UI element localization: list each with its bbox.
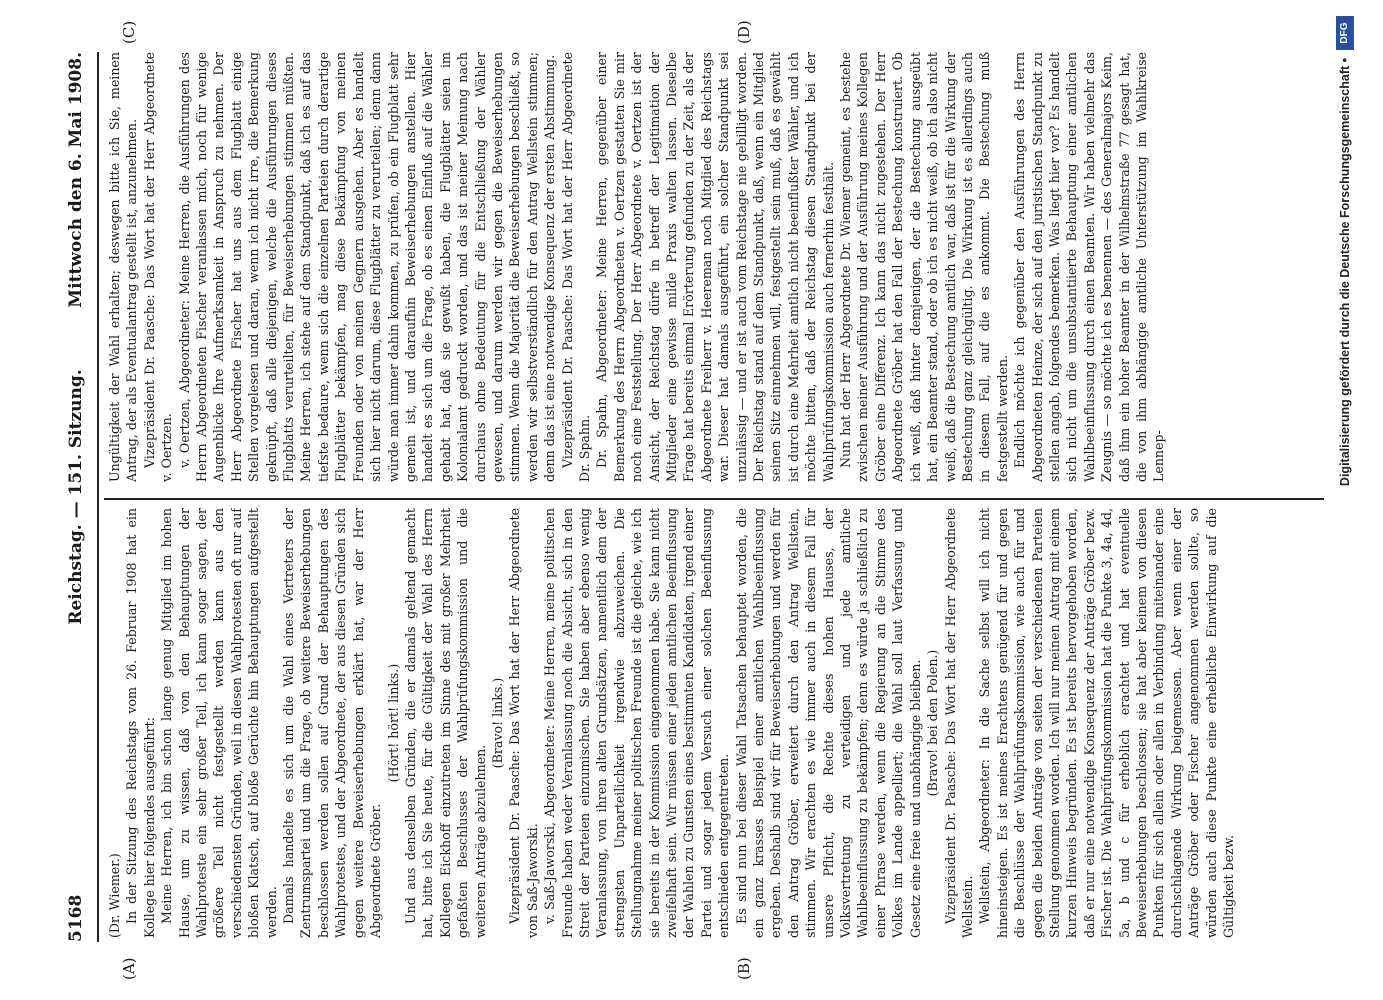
paragraph: (Bravo! bei den Polen.) — [925, 649, 941, 797]
right-column — [106, 52, 1321, 482]
page-number: 5168 — [66, 894, 86, 942]
margin-marker-a: (A) — [120, 957, 138, 980]
paragraph: Vizepräsident Dr. Paasche: Das Wort hat der Herr Abgeordnete Wellstein. — [942, 508, 975, 938]
dfg-logo: DFG — [1336, 16, 1354, 50]
paragraph: (Bravo! links.) — [489, 677, 505, 769]
paragraph: v. Saß-Jaworski, Abgeordneter: Meine Herren, meine politischen Freunde haben weder Veranlassung noch die Absicht, sich in den Streit der Parteien einzumischen. Sie haben aber ebenso wenig Veranlassung, von ihren alten Grundsätzen, namentlich dem der strengsten Unparteilichkeit irgendwie abzuweichen. Die Stellungnahme meiner politischen Freunde ist die gleiche, wie ich sie bereits in der Kommission eingenommen habe. Sie kann nicht zweifelhaft sein. Wir müssen einer jeden amtlichen Beeinflussung der Wahlen zu Gunsten eines bestimmten Kandidaten, irgend einer Partei und sogar jedem Versuch einer solchen Beeinflussung entschieden entgegentreten. — [542, 508, 732, 938]
paragraph: In der Sitzung des Reichstags vom 26. Februar 1908 hat ein Kollege hier folgendes ausgeführt: — [124, 508, 157, 938]
paragraph: Damals handelte es sich um die Wahl eines Vertreters der Zentrumspartei und um die Frage, ob weitere Beweiserhebungen beschlossen werden sollen auf Grund der Behauptungen des Wahlprotestes, und der Abgeordnete, der aus diesen Gründen sich gegen weitere Beweiserhebungen erklärt hat, war der Herr Abgeordnete Gröber. — [281, 508, 384, 938]
paragraph: (Dr. Wiemer.) — [107, 853, 122, 938]
margin-marker-b: (B) — [735, 957, 753, 980]
paragraph: Und aus denselben Gründen, die er damals geltend gemacht hat, bitte ich Sie heute, für die Gültigkeit der Wahl des Herrn Kollegen Eickhoff einzutreten im Sinne des mit großer Mehrheit gefaßten Beschlusses der Wahlprüfungskommission und die weiteren Anträge abzulehnen. — [402, 508, 488, 938]
paragraph: Es sind nun bei dieser Wahl Tatsachen behauptet worden, die ein ganz krasses Beispiel einer amtlichen Wahlbeeinflussung ergeben. Deshalb sind wir für Beweiserhebungen und werden für den Antrag Gröber, erweitert durch den Antrag Wellstein, stimmen. Wir erachten es wie immer auch in diesem Fall für unsere Pflicht, die Rechte dieses hohen Hauses, der Volksvertretung zu verteidigen und jede amtliche Wahlbeeinflussung zu bekämpfen; denn es würde ja schließlich zu einer Phrase werden, wenn die Regierung an die Stimme des Volkes im Lande appelliert; die Wahl soll laut Verfassung und Gesetz eine freie und unabhängige bleiben. — [733, 508, 923, 938]
paragraph: v. Oertzen, Abgeordneter: Meine Herren, die Ausführungen des Herrn Abgeordneten Fischer veranlassen mich, noch für wenige Augenblicke Ihre Aufmerksamkeit in Anspruch zu nehmen. Der Herr Abgeordnete Fischer hat uns aus dem Flugblatt einige Stellen vorgelesen und daran, wenn ich nicht irre, die Bemerkung geknüpft, daß alle diejenigen, welche die Ausführungen dieses Flugblatts verurteilten, für Beweiserhebungen stimmen müßten. Meine Herren, ich stehe auf dem Standpunkt, daß ich es auf das tiefste bedaure, wenn sich die einzelnen Parteien durch derartige Flugblätter bekämpfen, mag diese Bekämpfung von meinen Freunden oder von meinen Gegnern ausgehen. Aber es handelt sich hier nicht darum, diese Flugblätter zu verurteilen; denn dann würde man immer dahin kommen, zu prüfen, ob ein Flugblatt sehr gemein ist, und daraufhin Beweiserhebungen anstellen. Hier handelt es sich um die Frage, ob es einen Einfluß auf die Wähler gehabt hat, daß sie gewußt haben, die Flugblätter seien im Kolonialamt gedruckt worden, und das ist meiner Meinung nach durchaus ohne Bedeutung für die Entschließung der Wähler gewesen, und darum werden wir gegen die Beweiserhebungen stimmen. Wenn die Majorität die Beweiserhebungen beschließt, so werden wir selbstverständlich für den Antrag Wellstein stimmen; denn das ist eine notwendige Konsequenz der ersten Abstimmung. — [176, 52, 558, 482]
paragraph: Meine Herren, ich bin schon lange genug Mitglied im hohen Hause, um zu wissen, daß von den Behauptungen der Wahlproteste ein sehr großer Teil, ich kann sogar sagen, der größere Teil nicht festgestellt werden kann aus den verschiedensten Gründen, weil in diesen Wahlprotesten oft nur auf bloßen Klatsch, auf bloße Gerüchte hin Behauptungen aufgestellt werden. — [159, 508, 279, 938]
margin-marker-c: (C) — [120, 20, 138, 44]
paragraph: Vizepräsident Dr. Paasche: Das Wort hat der Herr Abgeordnete von Saß-Jaworski. — [507, 508, 540, 938]
paragraph: Vizepräsident Dr. Paasche: Das Wort hat der Herr Abgeordnete Dr. Spahn. — [559, 52, 592, 482]
paragraph: Wellstein, Abgeordneter: In die Sache selbst will ich nicht hineinsteigen. Es ist meines Erachtens genügend für und gegen die Beschlüsse der Wahlprüfungskommission, wie auch für und gegen die beiden Anträge von seiten der verschiedenen Parteien Stellung genommen worden. Ich will nur meinen Antrag mit einem kurzen Hinweis begründen. Es ist bereits hervorgehoben worden, daß er nur eine notwendige Konsequenz der Anträge Gröber bezw. Fischer ist. Die Wahlprüfungskommission hat die Punkte 3, 4a, 4d, 5a, b und c für erheblich erachtet und hat eventuelle Beweiserhebungen beschlossen; sie hat aber keinem von diesen Punkten für sich allein oder allen in Verbindung miteinander eine durchschlagende Wirkung beigemessen. Aber wenn einer der Anträge Gröber oder Fischer angenommen werden sollte, so würden auch diese Punkte eine erhebliche Einwirkung auf die Gültigkeit bezw. — [977, 508, 1236, 938]
column-divider — [104, 498, 1324, 500]
page-header — [62, 52, 92, 942]
paragraph: Ungültigkeit der Wahl erhalten; deswegen bitte ich Sie, meinen Antrag, der als Eventualantrag gestellt ist, anzunehmen. — [107, 52, 140, 482]
paragraph: Endlich möchte ich gegenüber den Ausführungen des Herrn Abgeordneten Heinze, der sich auf den juristischen Standpunkt zu stellen angab, folgendes bemerken. Was liegt hier vor? Es handelt sich nicht um die unsubstantiierte Behauptung einer amtlichen Wahlbeeinflussung durch einen Beamten. Wir haben vielmehr das Zeugnis — so möchte ich es benennen — des Generalmajors Keim, daß ihm ein hoher Beamter in der Wilhelmstraße 77 gesagt hat, die von ihm abhängige amtliche Unterstützung im Wahlkreise Lennep- — [1012, 52, 1167, 482]
running-title: Reichstag. — 151. Sitzung. — [66, 369, 86, 625]
header-rule — [97, 52, 99, 942]
digitization-credit: Digitalisierung gefördert durch die Deutsche Forschungsgemeinschaft • — [1338, 58, 1352, 487]
paragraph: (Hört! hört! links.) — [385, 663, 401, 783]
paragraph: Vizepräsident Dr. Paasche: Das Wort hat der Herr Abgeordnete v. Oertzen. — [141, 52, 175, 482]
paragraph: Dr. Spahn, Abgeordneter: Meine Herren, gegenüber einer Bemerkung des Herrn Abgeordneten v. Oertzen gestatten Sie mir noch eine Feststellung. Der Herr Abgeordnete v. Oertzen ist der Ansicht, der Reichstag dürfe in betreff der Legitimation der Mitglieder eine gewisse milde Praxis walten lassen. Dieselbe Frage hat bereits einmal Erörterung gefunden zu der Zeit, als der Abgeordnete Freiherr v. Heereman noch Mitglied des Reichstags war. Dieser hat damals ausgeführt, ein solcher Standpunkt sei unzulässig — und er ist auch vom Reichstage nie gebilligt worden. Der Reichstag stand auf dem Standpunkt, daß, wenn ein Mitglied seinen Sitz einnehmen will, festgestellt sein muß, daß es gewählt ist durch eine Mehrheit amtlich nicht beeinflußter Wähler, und ich möchte bitten, daß der Reichstag diesen Standpunkt bei der Wahlprüfungskommission auch fernerhin festhält. — [594, 52, 836, 482]
session-date: Mittwoch den 6. Mai 1908. — [66, 52, 86, 308]
left-column — [106, 508, 1321, 938]
paragraph: Nun hat der Herr Abgeordnete Dr. Wiemer gemeint, es bestehe zwischen meiner Ausführung und der Ausführung meines Kollegen Gröber eine Differenz. Ich kann das nicht zugestehen. Der Herr Abgeordnete Gröber hat den Fall der Bestechung konstruiert. Ob ich weiß, daß hinter demjenigen, der die Bestechung ausgeübt hat, ein Beamter stand, oder ob ich es nicht weiß, ob ich also nicht weiß, daß die Bestechung amtlich war, daß ist für die Wirkung der Bestechung ganz gleichgültig. Die Wirkung ist es allerdings auch in diesem Fall, auf die es ankommt. Die Bestechung muß festgestellt werden. — [838, 52, 1010, 482]
margin-marker-d: (D) — [735, 20, 753, 44]
